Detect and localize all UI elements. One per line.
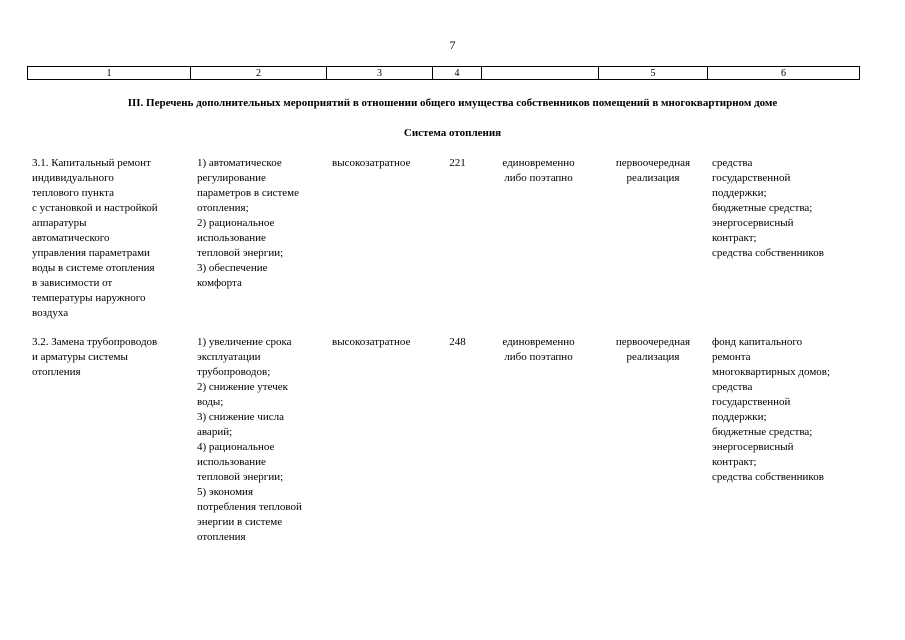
measure-cell: 3.1. Капитальный ремонт индивидуального теплового пункта с установкой и настройкой аппаратуры автоматического управления параметрами воды в системе отопления в зависимости от температуры наружного воздуха bbox=[32, 157, 158, 319]
priority-cell: первоочередная реализация bbox=[615, 336, 691, 363]
column-number-header bbox=[27, 66, 860, 80]
effect-cell: 1) увеличение срока эксплуатации трубопроводов; 2) снижение утечек воды; 3) снижение числа аварий; 4) рациональное использование тепловой энергии; 5) экономия потребления тепловой энергии в системе отопления bbox=[197, 336, 302, 543]
timing-cell: единовременно либо поэтапно bbox=[502, 336, 575, 363]
funding-cell: фонд капитального ремонта многоквартирных домов; средства государственной поддержки; бюджетные средства; энергосервисный контракт; средства собственников bbox=[712, 336, 831, 483]
header-col-5: 5 bbox=[599, 67, 708, 80]
header-col-1: 1 bbox=[28, 67, 191, 80]
subsection-title: Система отопления bbox=[403, 127, 502, 139]
cost-cell: высокозатратное bbox=[332, 336, 411, 348]
section-title: III. Перечень дополнительных мероприятий в отношении общего имущества собственников помещений в многоквартирном доме bbox=[127, 97, 778, 109]
measure-cell: 3.2. Замена трубопроводов и арматуры системы отопления bbox=[32, 336, 158, 378]
timing-cell: единовременно либо поэтапно bbox=[502, 157, 575, 184]
header-col-2: 2 bbox=[191, 67, 327, 80]
cost-cell: высокозатратное bbox=[332, 157, 411, 169]
page-number: 7 bbox=[449, 38, 456, 52]
effect-cell: 1) автоматическое регулирование параметров в системе отопления; 2) рациональное использование тепловой энергии; 3) обеспечение комфорта bbox=[197, 157, 300, 289]
number-cell: 248 bbox=[449, 336, 466, 348]
header-col-4: 4 bbox=[433, 67, 482, 80]
priority-cell: первоочередная реализация bbox=[615, 157, 691, 184]
header-row bbox=[28, 67, 860, 80]
funding-cell: средства государственной поддержки; бюджетные средства; энергосервисный контракт; средства собственников bbox=[712, 157, 824, 259]
number-cell: 221 bbox=[449, 157, 466, 169]
header-col-6: 6 bbox=[708, 67, 860, 80]
header-col-blank bbox=[482, 67, 599, 80]
header-col-3: 3 bbox=[327, 67, 433, 80]
